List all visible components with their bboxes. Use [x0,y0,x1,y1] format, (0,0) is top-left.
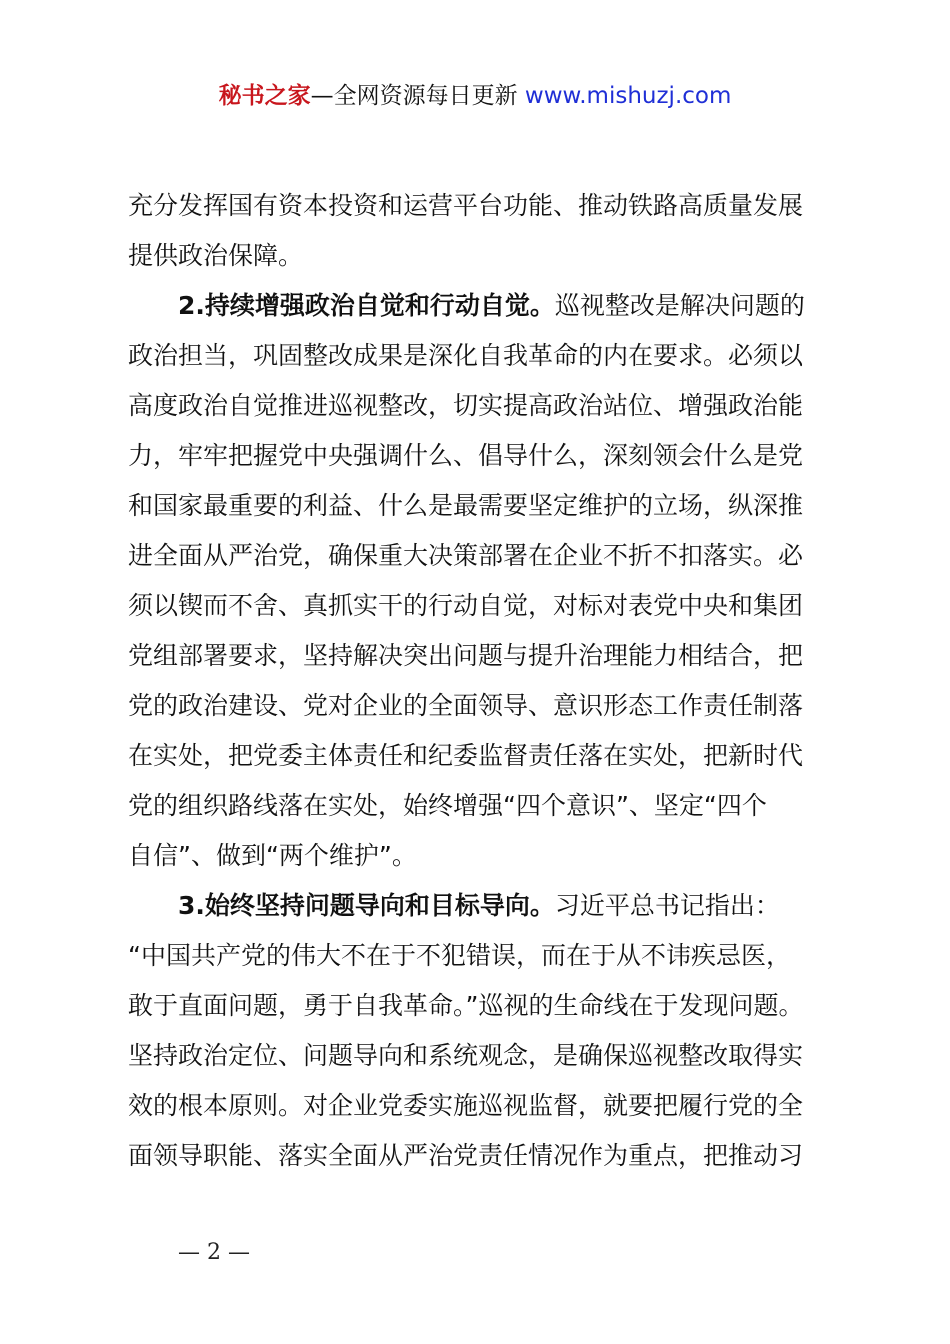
section-heading-line: 2.持续增强政治自觉和行动自觉。巡视整改是解决问题的 [178,291,805,320]
site-url-link[interactable]: www.mishuzj.com [524,83,732,109]
site-header [0,80,950,112]
site-brand: 秘书之家 [218,83,311,109]
text-line: 高度政治自觉推进巡视整改，切实提高政治站位、增强政治能 [128,391,804,420]
text-line: 力，牢牢把握党中央强调什么、倡导什么，深刻领会什么是党 [128,441,804,470]
text-line: 提供政治保障。 [128,241,304,270]
text-line: 效的根本原则。对企业党委实施巡视监督，就要把履行党的全 [128,1091,804,1120]
text-line: 敢于直面问题，勇于自我革命。”巡视的生命线在于发现问题。 [128,991,804,1020]
text-line: 党的政治建设、党对企业的全面领导、意识形态工作责任制落 [128,691,804,720]
section-heading: 3.始终坚持问题导向和目标导向。 [178,891,555,920]
text-line: 在实处，把党委主体责任和纪委监督责任落在实处，把新时代 [128,741,804,770]
section-heading-line: 3.始终坚持问题导向和目标导向。习近平总书记指出： [178,891,780,920]
text-line: 党的组织路线落在实处，始终增强“四个意识”、坚定“四个 [128,791,767,820]
document-body [128,181,848,1181]
site-tagline: —全网资源每日更新 [310,83,525,109]
text-line: “中国共产党的伟大不在于不犯错误，而在于从不讳疾忌医， [128,941,791,970]
section-heading: 2.持续增强政治自觉和行动自觉。 [178,291,555,320]
text-line: 进全面从严治党，确保重大决策部署在企业不折不扣落实。必 [128,541,804,570]
text-line: 自信”、做到“两个维护”。 [128,841,417,870]
page-number: — 2 — [178,1240,250,1265]
text-line: 充分发挥国有资本投资和运营平台功能、推动铁路高质量发展 [128,191,804,220]
text-line: 和国家最重要的利益、什么是最需要坚定维护的立场，纵深推 [128,491,804,520]
text-line: 党组部署要求，坚持解决突出问题与提升治理能力相结合，把 [128,641,804,670]
text-line: 坚持政治定位、问题导向和系统观念，是确保巡视整改取得实 [128,1041,804,1070]
text-line: 政治担当，巩固整改成果是深化自我革命的内在要求。必须以 [128,341,804,370]
text-line: 须以锲而不舍、真抓实干的行动自觉，对标对表党中央和集团 [128,591,804,620]
text-line: 面领导职能、落实全面从严治党责任情况作为重点，把推动习 [128,1141,804,1170]
